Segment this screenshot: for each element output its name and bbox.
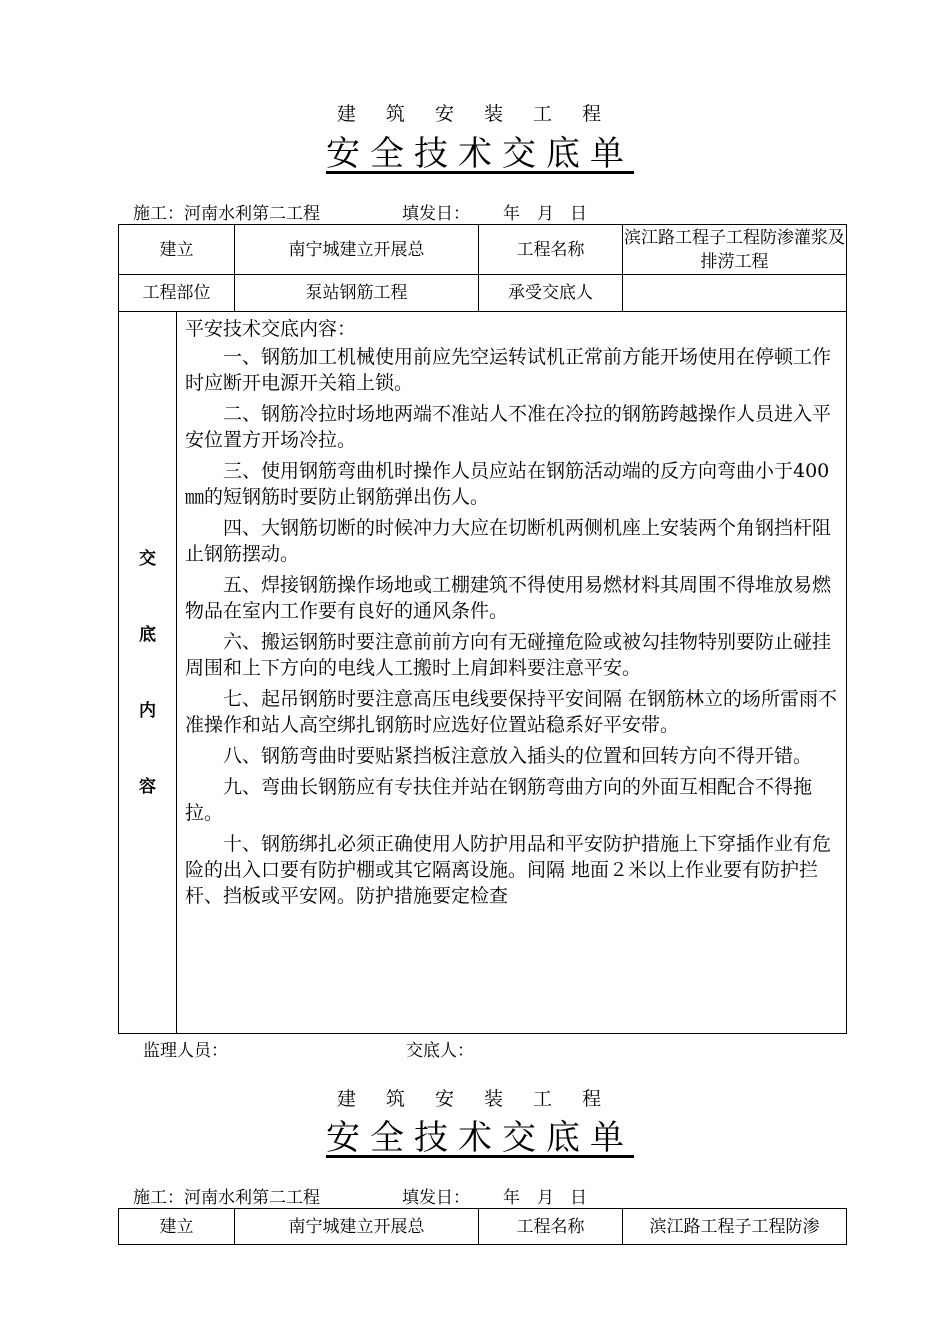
list-item: 五、焊接钢筋操作场地或工棚建筑不得使用易燃材料其周围不得堆放易燃物品在室内工作要有良好的通风条件。 bbox=[185, 574, 832, 622]
recipient-label: 承受交底人 bbox=[479, 275, 623, 312]
list-item: 六、搬运钢筋时要注意前前方向有无碰撞危险或被勾挂物特别要防止碰挂周围和上下方向的电线人工搬时上肩卸料要注意平安。 bbox=[185, 631, 832, 679]
document-title-text: 安全技术交底单 bbox=[326, 134, 634, 174]
list-item: 八、钢筋弯曲时要贴紧挡板注意放入插头的位置和回转方向不得开错。 bbox=[223, 745, 813, 767]
date-month: 月 bbox=[537, 1188, 554, 1208]
construction-label: 建立 bbox=[119, 1209, 235, 1245]
recipient-value bbox=[623, 275, 847, 312]
construction-label: 建立 bbox=[119, 225, 235, 275]
construction-value: 南宁城建立开展总 bbox=[235, 225, 479, 275]
content-label-char: 容 bbox=[139, 776, 156, 797]
table-row bbox=[119, 275, 847, 312]
supervisor-label: 监理人员： bbox=[143, 1041, 228, 1061]
project-name-value: 滨江路工程子工程防渗 bbox=[623, 1209, 847, 1245]
date-day: 日 bbox=[570, 1188, 587, 1208]
content-label-char: 交 bbox=[139, 548, 156, 569]
date-month: 月 bbox=[537, 204, 554, 224]
content-label-char: 内 bbox=[139, 700, 156, 721]
list-item: 三、使用钢筋弯曲机时操作人员应站在钢筋活动端的反方向弯曲小于400㎜的短钢筋时要防止钢筋弹出伤人。 bbox=[185, 460, 830, 508]
discloser-label: 交底人： bbox=[406, 1041, 474, 1061]
document-title bbox=[0, 126, 950, 175]
project-part-value: 泵站钢筋工程 bbox=[235, 275, 479, 312]
list-item: 二、钢筋冷拉时场地两端不准站人不准在冷拉的钢筋跨越操作人员进入平安位置方开场冷拉。 bbox=[185, 403, 832, 451]
construction-unit: 施工：河南水利第二工程 bbox=[133, 204, 320, 224]
table-row bbox=[119, 225, 847, 275]
date-day: 日 bbox=[570, 204, 587, 224]
construction-value: 南宁城建立开展总 bbox=[235, 1209, 479, 1245]
disclosure-table bbox=[118, 224, 847, 312]
fill-date-label: 填发日： bbox=[402, 1188, 470, 1208]
construction-unit: 施工：河南水利第二工程 bbox=[133, 1188, 320, 1208]
table-row bbox=[119, 1209, 847, 1245]
document-subtitle: 建 筑 安 装 工 程 bbox=[336, 1088, 614, 1110]
document-title-text: 安全技术交底单 bbox=[326, 1118, 634, 1158]
document-subtitle: 建 筑 安 装 工 程 bbox=[336, 103, 614, 125]
content-heading: 平安技术交底内容： bbox=[185, 318, 357, 340]
date-year: 年 bbox=[503, 1188, 520, 1208]
project-name-label: 工程名称 bbox=[479, 1209, 623, 1245]
list-item: 九、弯曲长钢筋应有专扶住并站在钢筋弯曲方向的外面互相配合不得拖拉。 bbox=[185, 776, 813, 824]
fill-date-label: 填发日： bbox=[402, 204, 470, 224]
list-item: 一、钢筋加工机械使用前应先空运转试机正常前方能开场使用在停顿工作时应断开电源开关箱上锁。 bbox=[185, 346, 832, 394]
content-body bbox=[177, 312, 847, 1034]
date-year: 年 bbox=[503, 204, 520, 224]
list-item: 十、钢筋绑扎必须正确使用人防护用品和平安防护措施上下穿插作业有危险的出入口要有防护棚或其它隔离设施。间隔 地面２米以上作业要有防护拦杆、挡板或平安网。防护措施要定检查 bbox=[185, 833, 832, 907]
disclosure-table bbox=[118, 1208, 847, 1245]
list-item: 七、起吊钢筋时要注意高压电线要保持平安间隔 在钢筋林立的场所雷雨不准操作和站人高空绑扎钢筋时应选好位置站稳系好平安带。 bbox=[185, 688, 838, 736]
content-label-char: 底 bbox=[139, 624, 156, 645]
document-title bbox=[0, 1110, 950, 1159]
content-label bbox=[119, 312, 177, 1034]
project-part-label: 工程部位 bbox=[119, 275, 235, 312]
list-item: 四、大钢筋切断的时候冲力大应在切断机两侧机座上安装两个角钢挡杆阻止钢筋摆动。 bbox=[185, 517, 832, 565]
project-name-label: 工程名称 bbox=[479, 225, 623, 275]
project-name-value: 滨江路工程子工程防渗灌浆及排涝工程 bbox=[623, 225, 847, 275]
table-row bbox=[119, 312, 847, 1034]
content-table bbox=[118, 311, 847, 1034]
